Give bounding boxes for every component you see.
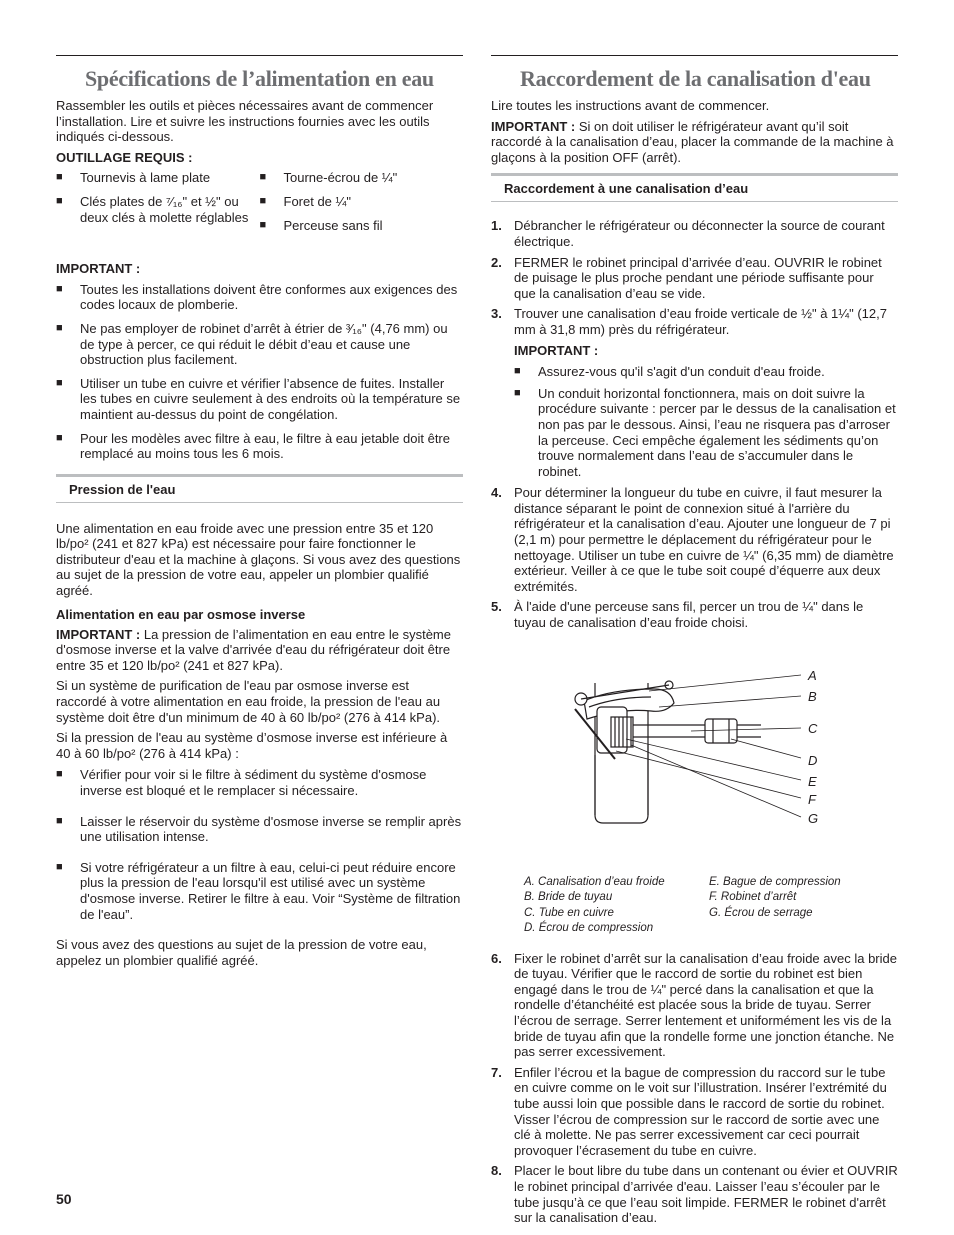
- step-number: 1.: [491, 218, 502, 234]
- step-number: 3.: [491, 306, 502, 322]
- important-label: IMPORTANT :: [491, 118, 576, 134]
- step-text: Trouver une canalisation d’eau froide verticale de ½" à 1¼" (12,7 mm à 31,8 mm) près du réfrigérateur.: [514, 306, 887, 337]
- ro-item: ■ Vérifier pour voir si le filtre à sédiment du système d'osmose inverse est bloqué et le remplacer si nécessaire.: [56, 767, 463, 798]
- tools-list: [56, 170, 463, 247]
- closing-paragraph: Si vous avez des questions au sujet de la pression de votre eau, appelez un plombier qualifié agréé.: [56, 937, 427, 968]
- left-column: [56, 55, 463, 973]
- step-text: À l'aide d'une perceuse sans fil, percer un trou de ¼" dans le tuyau de canalisation d’eau froide choisi.: [514, 599, 864, 631]
- tool-item: ■ Tournevis à lame plate: [56, 170, 260, 186]
- right-column: [491, 55, 898, 1231]
- callout-e: E: [808, 773, 817, 789]
- ro-important-text: La pression de l’alimentation en eau entre le système d'osmose inverse et la valve d'arrivée d'eau du réfrigérateur doit être entre 35 et 120 lb/po² (241 et 827 kPa).: [56, 626, 451, 673]
- callout-c: C: [808, 720, 818, 736]
- callout-g: G: [808, 810, 819, 826]
- legend-col-1: [524, 875, 709, 937]
- important-paragraph: [491, 119, 898, 166]
- step3-important-list: [514, 364, 898, 479]
- step3-important-item: ■ Assurez-vous qu'il s'agit d'un conduit d'eau froide.: [514, 364, 898, 380]
- ro-paragraph-2: Si un système de purification de l'eau par osmose inverse est raccordé à votre alimentation en eau froide, la pression de l'eau au système doit être d'un minimum de 40 à 60 lb/po² (276 à 414 kPa).: [56, 678, 441, 725]
- valve-illustration: [491, 645, 898, 875]
- step-item: [491, 306, 898, 479]
- legend-item: C. Tube en cuivre: [524, 906, 614, 919]
- tool-item: ■ Clés plates de ⁷⁄₁₆" et ½" ou deux clés à molette réglables: [56, 194, 260, 225]
- ro-paragraph-3: Si la pression de l'eau au système d’osmose inverse est inférieure à 40 à 60 lb/po² (276 à 414 kPa) :: [56, 730, 448, 761]
- important-item: ■ Ne pas employer de robinet d’arrêt à étrier de ³⁄₁₆" (4,76 mm) ou de type à percer, ce qui réduit le débit d’eau et cause une obstruction plus facilement.: [56, 321, 463, 368]
- step-text: Enfiler l’écrou et la bague de compression du raccord sur le tube en cuivre comme on le voit sur l’illustration. Insérer l’extrémité du tube aussi loin que possible dans le raccord de sortie du robinet. Visser l’écrou de compression sur le raccord de sortie avec une clé à molette. Ne pas serrer excessivement car ceci pourrait provoquer l’écrasement du tube en cuivre.: [514, 1064, 887, 1158]
- step-item: [491, 485, 898, 594]
- step-text: Pour déterminer la longueur du tube en cuivre, il faut mesurer la distance séparant le point de connexion situé à l'arrière du réfrigérateur et la canalisation d’eau. Ajouter une longueur de 7 pi (2,1 m) pour permettre le déplacement du réfrigérateur pour le nettoyage. Utiliser un tube en cuivre de ¼" (6,35 mm) de diamètre extérieur. Veiller à ce que le tube soit coupé d’équerre aux deux extrémités.: [514, 485, 894, 594]
- step-text: Placer le bout libre du tube dans un contenant ou évier et OUVRIR le robinet principal d’arrivée d'eau. Laisser l’eau s’écouler par le tube jusqu’à ce que l’eau soit limpide. FERMER le robinet d'arrêt sur la canalisation d’eau.: [514, 1163, 898, 1226]
- callout-f: F: [808, 791, 816, 807]
- valve-diagram: [491, 645, 898, 875]
- top-rule: [491, 55, 898, 56]
- important-item: ■ Pour les modèles avec filtre à eau, le filtre à eau jetable doit être remplacé au moins tous les 6 mois.: [56, 431, 463, 462]
- intro-paragraph: Rassembler les outils et pièces nécessaires avant de commencer l’installation. Lire et suivre les instructions fournies avec les outils indiqués ci-dessous.: [56, 98, 434, 145]
- step-text: Débrancher le réfrigérateur ou déconnecter la source de courant électrique.: [514, 218, 885, 249]
- steps-list: [491, 218, 898, 630]
- legend-item: F. Robinet d’arrêt: [709, 891, 797, 904]
- step-number: 7.: [491, 1064, 502, 1080]
- ro-heading: Alimentation en eau par osmose inverse: [56, 606, 306, 622]
- callout-a: A: [808, 667, 817, 683]
- step-number: 2.: [491, 254, 502, 270]
- callout-d: D: [808, 752, 818, 768]
- steps-list-continued: [491, 951, 898, 1226]
- section-title: Raccordement de la canalisation d'eau: [520, 66, 871, 91]
- section-title: Spécifications de l’alimentation en eau: [85, 66, 434, 91]
- step-item: [491, 1065, 898, 1159]
- pressure-subheading: Pression de l'eau: [56, 474, 463, 503]
- step-item: [491, 1163, 898, 1225]
- connection-subheading: Raccordement à une canalisation d’eau: [491, 173, 898, 202]
- intro-paragraph: Lire toutes les instructions avant de commencer.: [491, 98, 770, 113]
- important-text: Si on doit utiliser le réfrigérateur avant qu’il soit raccordé à la canalisation d’eau, placer la commande de la machine à glaçons à la position OFF (arrêt).: [491, 118, 894, 165]
- step-item: [491, 951, 898, 1060]
- step-number: 8.: [491, 1163, 502, 1179]
- step3-important-label: IMPORTANT :: [514, 342, 599, 358]
- pressure-paragraph: Une alimentation en eau froide avec une pression entre 35 et 120 lb/po² (241 et 827 kPa) est nécessaire pour faire fonctionner le distributeur d'eau et la machine à glaçons. Si vous avez des questions au sujet de la pression de votre eau, appeler un plombier qualifié agréé.: [56, 520, 461, 599]
- step-item: [491, 218, 898, 249]
- legend-item: A. Canalisation d’eau froide: [524, 875, 665, 888]
- important-item: ■ Utiliser un tube en cuivre et vérifier l’absence de fuites. Installer les tubes en cuivre seulement à des endroits où la température se maintient au-dessus du point de congélation.: [56, 376, 463, 423]
- legend-col-2: [709, 875, 894, 937]
- legend-item: G. Écrou de serrage: [709, 906, 813, 919]
- ro-item: ■ Laisser le réservoir du système d'osmose inverse se remplir après une utilisation intense.: [56, 814, 463, 845]
- tool-item: ■ Foret de ¼": [260, 194, 464, 210]
- step-item: [491, 255, 898, 302]
- important-item: ■ Toutes les installations doivent être conformes aux exigences des codes locaux de plomberie.: [56, 282, 463, 313]
- step-number: 4.: [491, 485, 502, 501]
- tool-item: ■ Perceuse sans fil: [260, 218, 464, 234]
- step-number: 6.: [491, 950, 502, 966]
- legend-item: D. Écrou de compression: [524, 922, 654, 935]
- tools-heading: OUTILLAGE REQUIS :: [56, 149, 193, 165]
- legend-item: B. Bride de tuyau: [524, 891, 613, 904]
- top-rule: [56, 55, 463, 56]
- legend-item: E. Bague de compression: [709, 875, 841, 888]
- step-text: Fixer le robinet d’arrêt sur la canalisation d’eau froide avec la bride de tuyau. Vérifier que le raccord de sortie du robinet est bien engagé dans le trou de ¼" percé dans la canalisation et que la rondelle d’étanchéité est placée sous la bride de tuyau. Serrer l’écrou de serrage. Serrer lentement et uniformément les vis de la bride de tuyau afin que la rondelle forme une jonction étanche. Ne pas serrer excessivement.: [514, 950, 897, 1060]
- step-item: [491, 599, 898, 630]
- important-heading: IMPORTANT :: [56, 261, 141, 277]
- ro-important-label: IMPORTANT :: [56, 626, 141, 642]
- packing-nut: [611, 717, 633, 747]
- ro-important-paragraph: [56, 627, 463, 674]
- step-number: 5.: [491, 599, 502, 615]
- important-list: [56, 282, 463, 462]
- figure-legend: [524, 875, 898, 937]
- step-text: FERMER le robinet principal d’arrivée d’eau. OUVRIR le robinet de puisage le plus proche pendant une période suffisante pour que la canalisation d’eau se vide.: [514, 254, 882, 301]
- page-number: 50: [56, 1191, 72, 1207]
- callout-b: B: [808, 688, 817, 704]
- step3-important-item: ■ Un conduit horizontal fonctionnera, mais on doit suivre la procédure suivante : percer par le dessus de la canalisation et non pas par le dessous. Ainsi, l’eau ne risquera pas d’arroser la perceuse. Ceci empêche également les sédiments qu’on trouve normalement dans l’eau de s’accumuler dans le robinet.: [514, 386, 898, 480]
- ro-item: ■ Si votre réfrigérateur a un filtre à eau, celui-ci peut réduire encore plus la pression de l'eau lorsqu'il est utilisé avec un système d'osmose inverse. Retirer le filtre à eau. Voir “Système de filtration de l'eau”.: [56, 860, 463, 922]
- tool-item: ■ Tourne-écrou de ¼": [260, 170, 464, 186]
- ro-list: [56, 767, 463, 922]
